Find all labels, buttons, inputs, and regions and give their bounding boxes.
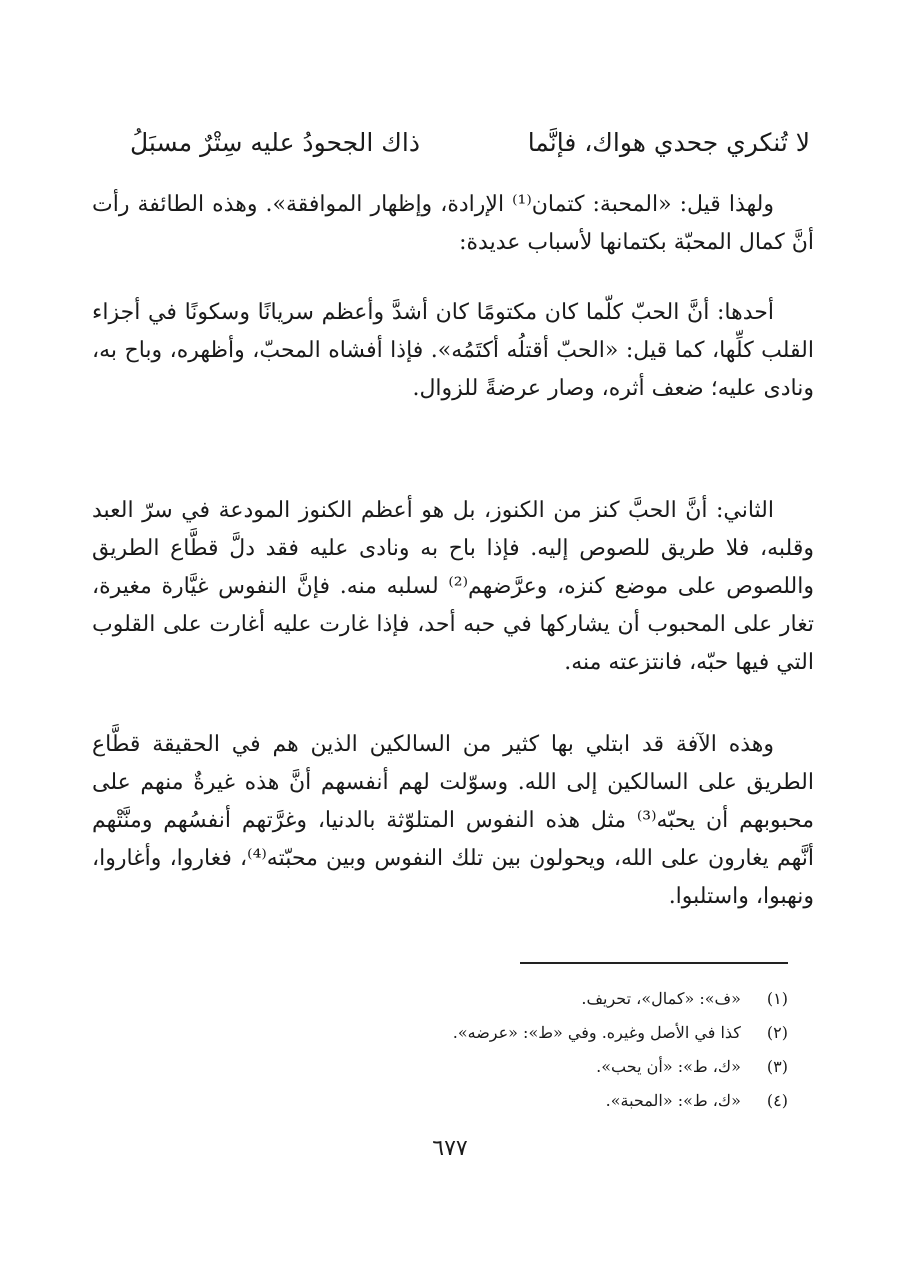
footnote-text: «ف»: «كمال»، تحريف. [581, 989, 741, 1008]
paragraph-text: أحدها: أنَّ الحبّ كلّما كان مكتومًا كان أشدَّ وأعظم سريانًا وسكونًا في أجزاء القلب كلِّها، كما قيل: «الحبّ أقتلُه أكتَمُه». فإذا أفشاه المحبّ، وأظهره، وباح به، ونادى عليه؛ ضعف أثره، وصار عرضةً للزوال. [92, 300, 814, 401]
paragraph-1 [92, 186, 814, 280]
paragraph-text: ولهذا قيل: «المحبة: كتمان⁽¹⁾ الإرادة، وإظهار الموافقة». وهذه الطائفة رأت أنَّ كمال المحبّة بكتمانها لأسباب عديدة: [92, 192, 814, 255]
footnote-number: (٤) [766, 1091, 788, 1110]
footnote-divider [520, 962, 788, 964]
footnote-number: (٣) [766, 1057, 788, 1076]
paragraph-4 [92, 726, 814, 934]
paragraph-text: الثاني: أنَّ الحبَّ كنز من الكنوز، بل هو أعظم الكنوز المودعة في سرّ العبد وقلبه، فلا طريق للصوص إليه. فإذا باح به ونادى عليه فقد دلَّ قطَّاع الطريق واللصوص على موضع كنزه، وعرَّضهم⁽²⁾ لسلبه منه. فإنَّ النفوس غيَّارة مغيرة، تغار على المحبوب أن يشاركها في حبه أحد، فإذا غارت عليه أغارت على القلوب التي فيها حبّه، فانتزعته منه. [92, 498, 814, 675]
footnote-1 [300, 982, 788, 1016]
footnote-2 [300, 1016, 788, 1050]
paragraph-2 [92, 294, 814, 426]
poetry-verse [130, 118, 810, 168]
footnote-text: كذا في الأصل وغيره. وفي «ط»: «عرضه». [452, 1023, 741, 1042]
footnote-text: «ك، ط»: «المحبة». [605, 1091, 741, 1110]
verse-first-hemistich: لا تُنكري جحدي هواك، فإنَّما [527, 128, 810, 157]
paragraph-3 [92, 492, 814, 700]
footnote-text: «ك، ط»: «أن يحب». [596, 1057, 741, 1076]
paragraph-text: وهذه الآفة قد ابتلي بها كثير من السالكين الذين هم في الحقيقة قطَّاع الطريق على السالكين إلى الله. وسوّلت لهم أنفسهم أنَّ هذه غيرةٌ منهم على محبوبهم أن يحبّه⁽³⁾ مثل هذه النفوس المتلوّثة بالدنيا، وغرَّتهم أنفسُهم ومنَّتْهم أنَّهم يغارون على الله، ويحولون بين تلك النفوس وبين محبّته⁽⁴⁾، فغاروا، وأغاروا، ونهبوا، واستلبوا. [92, 732, 815, 909]
footnote-3 [300, 1050, 788, 1084]
footnote-number: (١) [766, 989, 788, 1008]
page-number: ٦٧٧ [432, 1136, 468, 1161]
footnote-number: (٢) [766, 1023, 788, 1042]
footnote-4 [300, 1084, 788, 1118]
footnotes [300, 982, 788, 1118]
verse-second-hemistich: ذاك الجحودُ عليه سِتْرٌ مسبَلُ [130, 128, 420, 157]
